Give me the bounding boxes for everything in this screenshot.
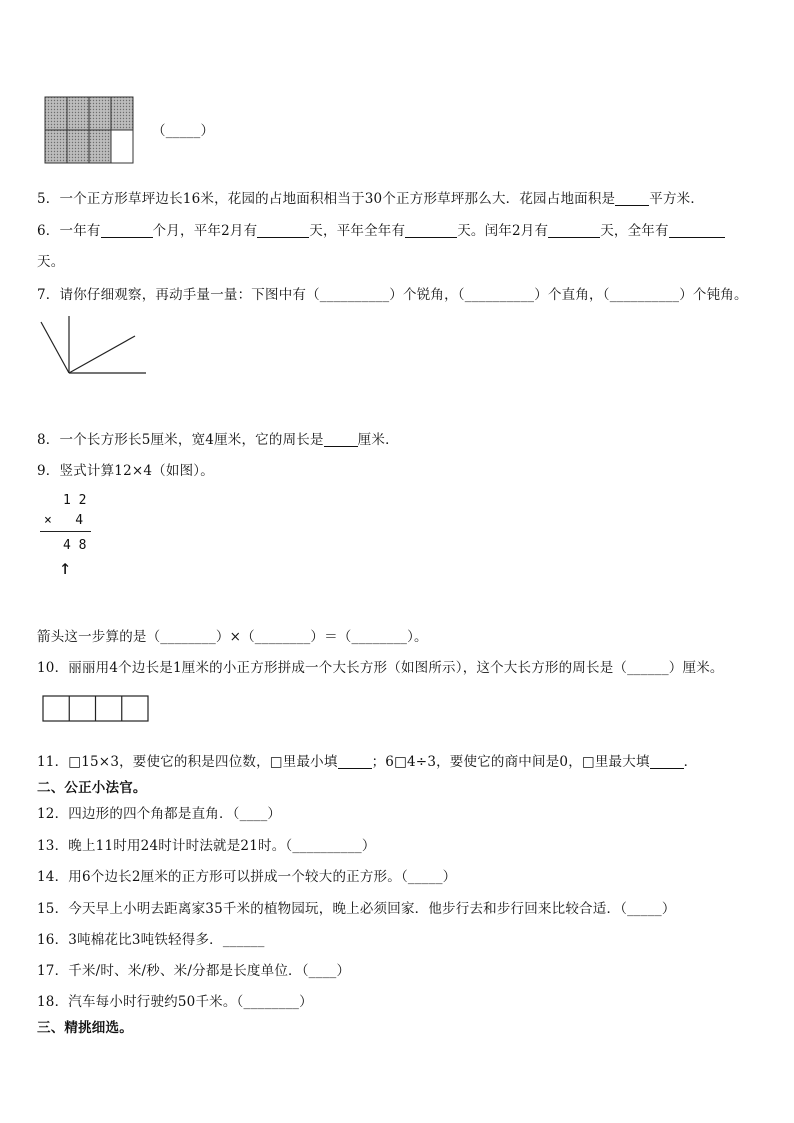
vertical-calc-row-3: 4 8 xyxy=(63,538,87,553)
q6-text-4: 天。闰年2月有 xyxy=(457,223,549,239)
q4-answer-paren: （_____） xyxy=(152,123,215,139)
q11-blank-2[interactable] xyxy=(650,754,684,769)
shaded-grid-figure xyxy=(44,96,136,164)
question-7: 7．请你仔细观察，再动手量一量：下图中有（__________）个锐角，（__________）个直角，（__________）个钝角。 xyxy=(37,287,748,303)
q9-answer-line: 箭头这一步算的是（________）×（________）＝（________）。 xyxy=(37,629,428,645)
question-6 xyxy=(37,219,725,239)
judgment-18: 18．汽车每小时行驶约50千米。（________） xyxy=(37,994,313,1010)
q6-blank-5[interactable] xyxy=(669,223,725,238)
question-10: 10．丽丽用4个边长是1厘米的小正方形拼成一个大长方形（如图所示），这个大长方形的周长是（______）厘米。 xyxy=(37,660,724,676)
q6-text-5: 天，全年有 xyxy=(600,223,669,239)
q6-text-1: 6．一年有 xyxy=(37,223,101,239)
judgment-14: 14．用6个边长2厘米的正方形可以拼成一个较大的正方形。（_____） xyxy=(37,869,457,885)
q8-blank[interactable] xyxy=(324,432,358,447)
angles-figure xyxy=(38,312,150,378)
question-8 xyxy=(37,428,399,448)
q6-blank-4[interactable] xyxy=(548,223,600,238)
judgment-13: 13．晚上11时用24时计时法就是21时。（__________） xyxy=(37,838,376,854)
q5-blank[interactable] xyxy=(615,191,649,206)
q6-text-3: 天，平年全年有 xyxy=(309,223,406,239)
q8-unit: 厘米． xyxy=(357,432,399,448)
question-9: 9．竖式计算12×4（如图）。 xyxy=(37,463,214,479)
judgment-16: 16．3吨棉花比3吨铁轻得多．______ xyxy=(37,932,265,948)
q11-blank-1[interactable] xyxy=(338,754,372,769)
q8-text: 8．一个长方形长5厘米，宽4厘米，它的周长是 xyxy=(37,432,324,448)
q11-text-1: 11．□15×3，要使它的积是四位数，□里最小填 xyxy=(37,754,338,770)
q6-blank-1[interactable] xyxy=(101,223,153,238)
judgment-15: 15．今天早上小明去距离家35千米的植物园玩，晚上必须回家．他步行去和步行回来比较合适．（_____） xyxy=(37,901,676,917)
section-2-title: 二、公正小法官。 xyxy=(37,780,147,796)
section-3-title: 三、精挑细选。 xyxy=(37,1020,133,1036)
vertical-calc-row-1: 1 2 xyxy=(63,493,87,508)
vertical-calc-row-2: × 4 xyxy=(44,513,84,528)
q6-continuation: 天。 xyxy=(37,254,65,270)
q11-text-3: ． xyxy=(683,754,698,770)
q6-text-2: 个月，平年2月有 xyxy=(152,223,258,239)
q6-blank-3[interactable] xyxy=(405,223,457,238)
four-squares-figure xyxy=(42,695,150,723)
q6-blank-2[interactable] xyxy=(257,223,309,238)
judgment-12: 12．四边形的四个角都是直角．（____） xyxy=(37,806,282,822)
q11-text-2: ；6□4÷3，要使它的商中间是0，□里最大填 xyxy=(371,754,650,770)
vertical-calc-line xyxy=(40,530,92,533)
question-11 xyxy=(37,750,697,770)
q5-text: 5．一个正方形草坪边长16米，花园的占地面积相当于30个正方形草坪那么大．花园占地面积是 xyxy=(37,191,616,207)
question-5 xyxy=(37,187,704,207)
q5-unit: 平方米． xyxy=(649,191,705,207)
judgment-17: 17．千米/时、米/秒、米/分都是长度单位．（____） xyxy=(37,963,351,979)
up-arrow-icon: ↑ xyxy=(59,555,72,579)
